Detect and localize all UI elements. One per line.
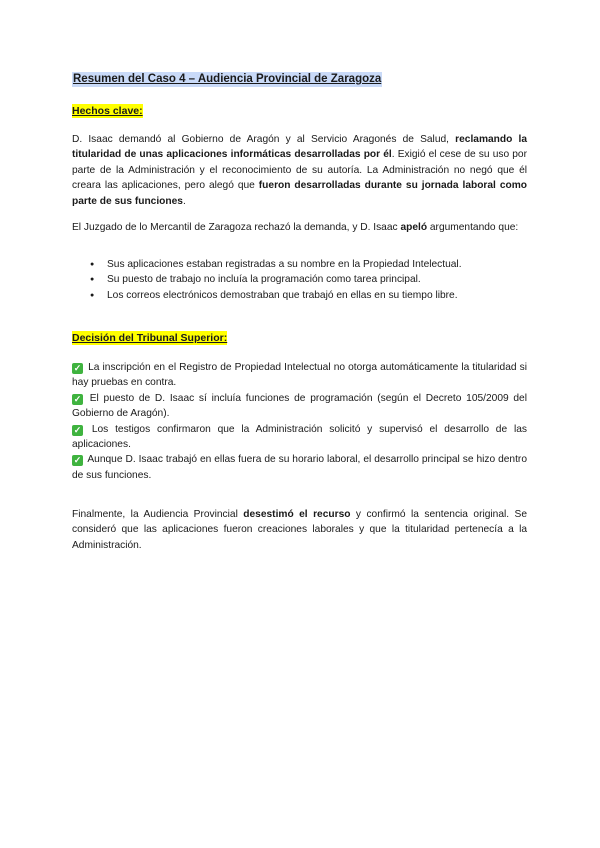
decision-item xyxy=(72,422,527,453)
text-run: y confirmó la sentencia original. Se consideró que las aplicaciones fueron creaciones laborales y que la titularidad pertenecía a la Administración. xyxy=(72,509,527,551)
paragraph-appeal xyxy=(72,220,527,235)
list-item: ● Los correos electrónicos demostraban que trabajó en ellas en su tiempo libre. xyxy=(72,288,527,303)
check-mark-icon: ✓ xyxy=(73,424,82,435)
decision-item xyxy=(72,391,527,422)
text-run: Finalmente, la Audiencia Provincial xyxy=(72,509,244,520)
appeal-arguments-list xyxy=(72,257,527,303)
paragraph-facts xyxy=(72,132,527,209)
decision-list xyxy=(72,360,527,483)
bold-run: fueron desarrolladas durante su jornada laboral como parte de sus funciones xyxy=(72,180,528,207)
bold-run: desestimó el recurso xyxy=(243,509,351,520)
decision-text: El puesto de D. Isaac sí incluía funciones de programación (según el Decreto 105/2009 del Gobierno de Aragón). xyxy=(72,392,527,420)
section-heading-hechos: Hechos clave: xyxy=(72,105,143,117)
decision-item xyxy=(72,452,527,483)
text-run: D. Isaac demandó al Gobierno de Aragón y al Servicio Aragonés de Salud, xyxy=(72,134,456,145)
bold-run: apeló xyxy=(400,222,428,233)
paragraph-conclusion xyxy=(72,507,527,553)
decision-text: Aunque D. Isaac trabajó en ellas fuera de su horario laboral, el desarrollo principal se hizo dentro de sus funciones. xyxy=(72,454,527,481)
check-mark-icon: ✓ xyxy=(73,393,82,404)
section-heading-decision: Decisión del Tribunal Superior: xyxy=(72,332,228,344)
text-run: argumentando que: xyxy=(427,222,519,233)
decision-item xyxy=(72,360,527,391)
text-run: El Juzgado de lo Mercantil de Zaragoza rechazó la demanda, y D. Isaac xyxy=(72,222,401,233)
check-mark-icon: ✓ xyxy=(73,455,82,466)
document-title: Resumen del Caso 4 – Audiencia Provincial de Zaragoza xyxy=(73,73,382,85)
decision-text: Los testigos confirmaron que la Administración solicitó y supervisó el desarrollo de las aplicaciones. xyxy=(72,423,527,451)
check-mark-icon: ✓ xyxy=(73,363,82,373)
text-run: . Exigió el cese de su uso por parte de la Administración y el reconocimiento de su autoría. La Administración no negó que él creara las aplicaciones, pero alegó que xyxy=(72,149,527,192)
list-item: ● Su puesto de trabajo no incluía la programación como tarea principal. xyxy=(72,272,527,287)
decision-text: La inscripción en el Registro de Propiedad Intelectual no otorga automáticamente la titularidad si hay pruebas en contra. xyxy=(72,362,527,389)
list-item: ● Sus aplicaciones estaban registradas a su nombre en la Propiedad Intelectual. xyxy=(72,257,527,272)
bold-run: reclamando la titularidad de unas aplicaciones informáticas desarrolladas por él xyxy=(72,134,528,161)
text-run: . xyxy=(182,195,186,207)
